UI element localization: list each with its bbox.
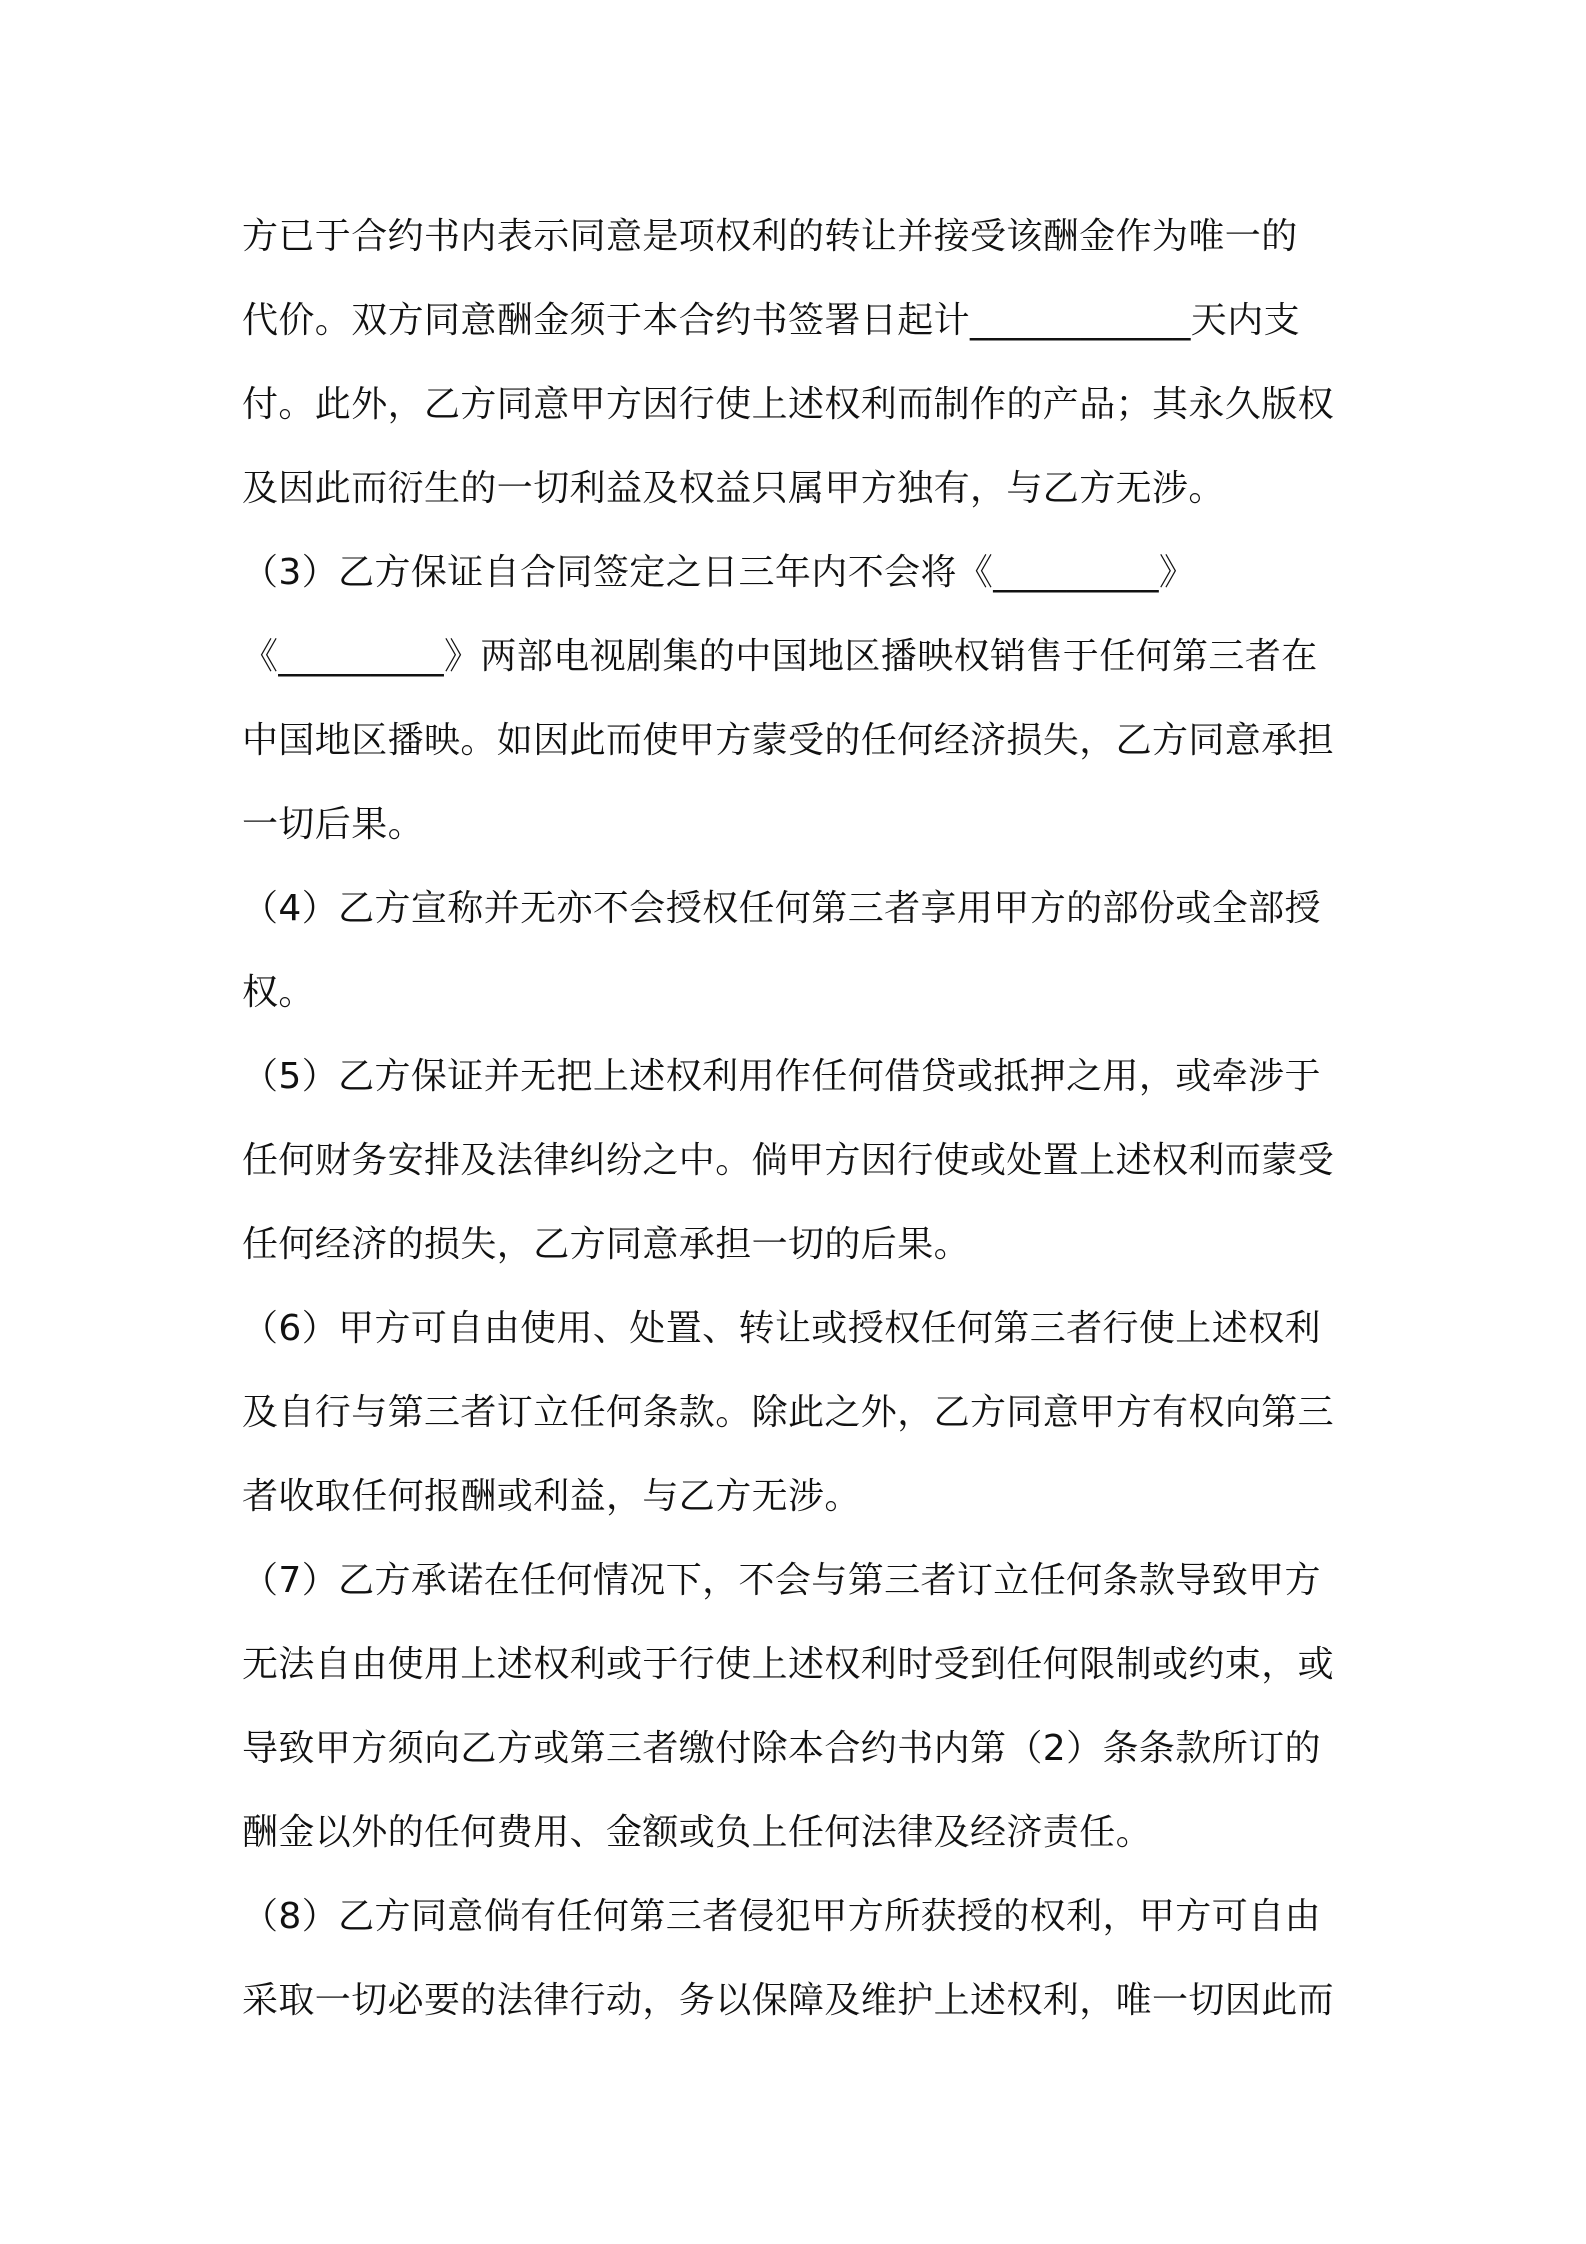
text-line: 任何经济的损失，乙方同意承担一切的后果。 [242,1224,971,1265]
clause-4-line: （4）乙方宣称并无亦不会授权任何第三者享用甲方的部份或全部授 [242,888,1321,929]
text-line: 酬金以外的任何费用、金额或负上任何法律及经济责任。 [242,1812,1153,1853]
clause-8-line: （8）乙方同意倘有任何第三者侵犯甲方所获授的权利，甲方可自由 [242,1896,1321,1937]
text-line: 付。此外，乙方同意甲方因行使上述权利而制作的产品；其永久版权 [242,384,1335,425]
text-line: 及因此而衍生的一切利益及权益只属甲方独有，与乙方无涉。 [242,468,1225,509]
text-line: 采取一切必要的法律行动，务以保障及维护上述权利，唯一切因此而 [242,1980,1335,2021]
clause-3-line: （3）乙方保证自合同签定之日三年内不会将《_________》 [242,552,1196,593]
clause-7-line: （7）乙方承诺在任何情况下，不会与第三者订立任何条款导致甲方 [242,1560,1321,1601]
text-line: 代价。双方同意酬金须于本合约书签署日起计____________天内支 [242,300,1301,341]
text-line: 中国地区播映。如因此而使甲方蒙受的任何经济损失，乙方同意承担 [242,720,1335,761]
text-line: 《_________》两部电视剧集的中国地区播映权销售于任何第三者在 [242,636,1318,677]
text-line: 任何财务安排及法律纠纷之中。倘甲方因行使或处置上述权利而蒙受 [242,1140,1335,1181]
text-line: 及自行与第三者订立任何条款。除此之外，乙方同意甲方有权向第三 [242,1392,1335,1433]
text-line: 方已于合约书内表示同意是项权利的转让并接受该酬金作为唯一的 [242,216,1298,257]
contract-text [242,195,1362,2043]
text-line: 一切后果。 [242,804,425,845]
clause-6-line: （6）甲方可自由使用、处置、转让或授权任何第三者行使上述权利 [242,1308,1321,1349]
text-line: 无法自由使用上述权利或于行使上述权利时受到任何限制或约束，或 [242,1644,1335,1685]
text-line: 者收取任何报酬或利益，与乙方无涉。 [242,1476,861,1517]
text-line: 权。 [242,972,315,1013]
clause-5-line: （5）乙方保证并无把上述权利用作任何借贷或抵押之用，或牵涉于 [242,1056,1321,1097]
text-line: 导致甲方须向乙方或第三者缴付除本合约书内第（2）条条款所订的 [242,1728,1321,1769]
